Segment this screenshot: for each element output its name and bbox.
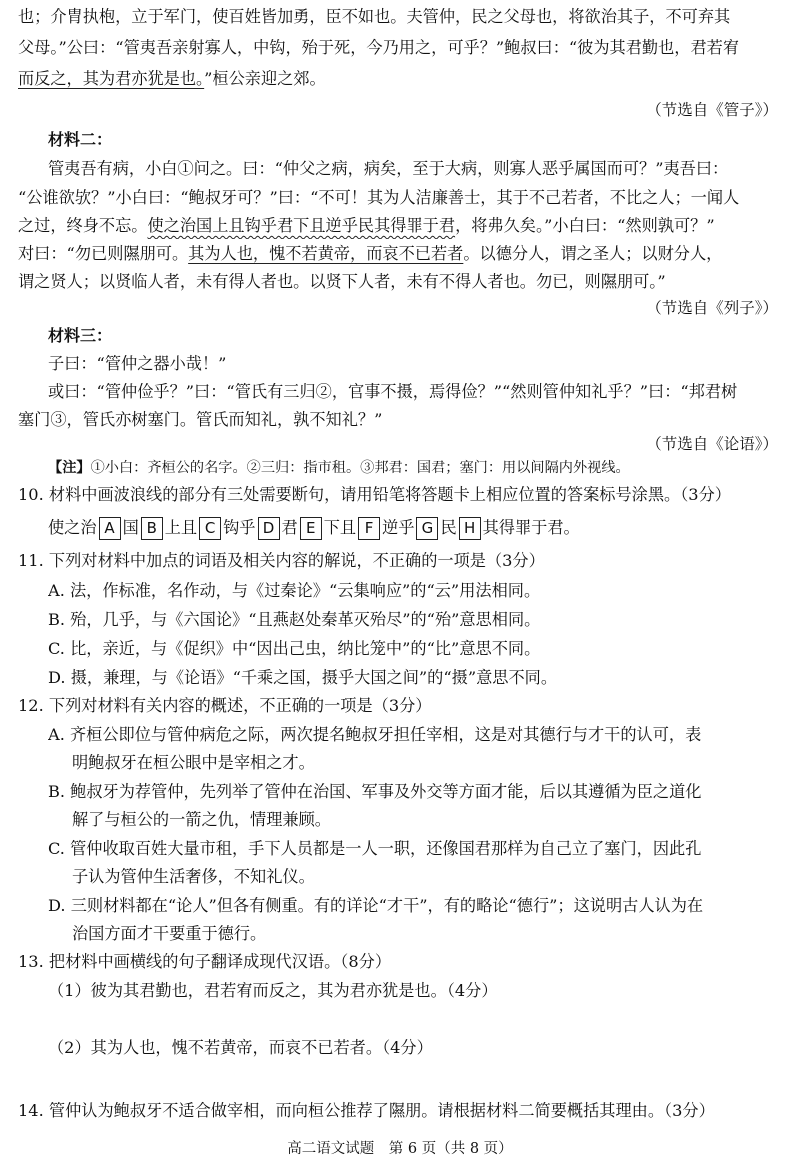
material-2-heading: 材料二： [48, 130, 113, 149]
question-11-option-a[interactable]: A. 法，作标准，名作动，与《过秦论》“云集响应”的“云”用法相同。 [48, 581, 541, 600]
segment-text: 逆乎 [382, 518, 415, 537]
question-12-option-c-cont: 子认为管仲生活奢侈，不知礼仪。 [72, 867, 315, 886]
question-14-stem: 14. 管仲认为鲍叔牙不适合做宰相，而向桓公推荐了隰朋。请根据材料二简要概括其理由。（3分） [18, 1101, 715, 1120]
passage2-line-3-pre: 之过，终身不忘。 [18, 216, 148, 235]
answer-space-13-2[interactable] [48, 1062, 782, 1096]
passage2-line-3 [18, 213, 782, 239]
question-11-stem: 11. 下列对材料中加点的词语及相关内容的解说，不正确的一项是（3分） [18, 551, 545, 570]
segment-text: 其得罪于君。 [482, 518, 580, 537]
answer-space-13-1[interactable] [48, 1004, 782, 1034]
break-option-a[interactable]: A [99, 517, 121, 540]
passage1-line-3 [18, 66, 782, 92]
question-13-stem: 13. 把材料中画横线的句子翻译成现代汉语。（8分） [18, 952, 392, 971]
break-option-e[interactable]: E [300, 517, 322, 540]
question-12-option-d-cont: 治国方面才干要重于德行。 [72, 924, 267, 943]
segment-text: 钩乎 [223, 518, 256, 537]
question-12-option-b[interactable]: B. 鲍叔牙为荐管仲，先列举了管仲在治国、军事及外交等方面才能，后以其遵循为臣之道化 [48, 782, 702, 801]
question-11-option-c[interactable]: C. 比，亲近，与《促织》中“因出己虫，纳比笼中”的“比”意思不同。 [48, 639, 541, 658]
segment-text: 君 [281, 518, 298, 537]
page-footer: 高二语文试题 第 6 页（共 8 页） [287, 1141, 513, 1157]
segment-text: 上且 [164, 518, 198, 537]
question-10-segmentation [48, 513, 782, 543]
passage2-line-2: “公谁欲欤？”小白曰：“鲍叔牙可？”曰：“不可！其为人洁廉善士，其于不己若者，不比之人；一闻人 [18, 188, 740, 207]
material-3-heading: 材料三： [48, 326, 113, 345]
passage2-line-4-post: 。以德分人，谓之圣人；以财分人， [463, 244, 723, 263]
passage2-line-5: 谓之贤人；以贤临人者，未有得人者也。以贤下人者，未有不得人者也。勿已，则隰朋可。” [18, 272, 666, 291]
passage1-line-2: 父母。”公曰：“管夷吾亲射寡人，中钩，殆于死，今乃用之，可乎？”鲍叔曰：“彼为其君勤也，君若宥 [18, 38, 740, 57]
break-option-c[interactable]: C [199, 517, 221, 540]
question-11-option-b[interactable]: B. 殆，几乎，与《六国论》“且燕赵处秦革灭殆尽”的“殆”意思相同。 [48, 610, 541, 629]
break-option-h[interactable]: H [459, 517, 481, 540]
break-option-f[interactable]: F [358, 517, 380, 540]
question-12-option-d[interactable]: D. 三则材料都在“论人”但各有侧重。有的详论“才干”，有的略论“德行”；这说明古人认为在 [48, 896, 704, 915]
question-12-option-a[interactable]: A. 齐桓公即位与管仲病危之际，两次提名鲍叔牙担任宰相，这是对其德行与才干的认可，表 [48, 725, 702, 744]
underlined-sentence-2: 其为人也，愧不若黄帝，而哀不已若者 [188, 244, 464, 263]
segment-text: 下且 [323, 518, 357, 537]
segment-text: 民 [440, 518, 457, 537]
source-guanzi: （节选自《管子》） [646, 101, 778, 119]
note-text: ①小白：齐桓公的名字。②三归：指市租。③邦君：国君；塞门：用以间隔内外视线。 [90, 460, 630, 476]
question-11-option-d[interactable]: D. 摄，兼理，与《论语》“千乘之国，摄乎大国之间”的“摄”意思不同。 [48, 668, 558, 687]
passage1-line-1: 也；介胄执枹，立于军门，使百姓皆加勇，臣不如也。夫管仲，民之父母也，将欲治其子，不可弃其 [18, 7, 731, 26]
source-liezi: （节选自《列子》） [646, 299, 778, 317]
break-option-b[interactable]: B [141, 517, 163, 540]
passage2-line-4-pre: 对曰：“勿已则隰朋可。 [18, 244, 189, 263]
segment-text: 国 [122, 518, 139, 537]
passage3-line-2: 或曰：“管仲俭乎？”曰：“管氏有三归②，官事不摄，焉得俭？”“然则管仲知礼乎？”曰：“邦君树 [48, 382, 738, 401]
question-12-option-a-cont: 明鲍叔牙在桓公眼中是宰相之才。 [72, 753, 315, 772]
passage3-line-3: 塞门③，管氏亦树塞门。管氏而知礼，孰不知礼？” [18, 410, 383, 429]
break-option-d[interactable]: D [258, 517, 280, 540]
passage2-line-1: 管夷吾有病，小白①问之。曰：“仲父之病，病矣，至于大病，则寡人恶乎属国而可？”夷吾曰： [48, 159, 729, 178]
source-lunyu: （节选自《论语》） [646, 435, 778, 453]
question-10-stem: 10. 材料中画波浪线的部分有三处需要断句，请用铅笔将答题卡上相应位置的答案标号涂黑。（3分） [18, 485, 731, 504]
annotation-note [48, 457, 630, 479]
note-label: 【注】 [48, 460, 91, 476]
break-option-g[interactable]: G [416, 517, 438, 540]
question-13-sub-2: （2）其为人也，愧不若黄帝，而哀不已若者。（4分） [48, 1038, 433, 1057]
question-12-option-c[interactable]: C. 管仲收取百姓大量市租，手下人员都是一人一职，还像国君那样为自己立了塞门，因此孔 [48, 839, 702, 858]
passage3-line-1: 子曰：“管仲之器小哉！” [48, 354, 227, 373]
passage2-line-4 [18, 241, 782, 267]
underlined-sentence-1b: 而反之，其为君亦犹是也。 [18, 69, 205, 88]
question-12-stem: 12. 下列对材料有关内容的概述，不正确的一项是（3分） [18, 696, 432, 715]
passage2-line-3-post: ，将弗久矣。”小白曰：“然则孰可？” [455, 216, 715, 235]
segment-text: 使之治 [48, 518, 97, 537]
question-12-option-b-cont: 解了与桓公的一箭之仇，情理兼顾。 [72, 810, 331, 829]
wavy-underlined-sentence: 使之治国上且钩乎君下且逆乎民其得罪于君 [147, 216, 456, 235]
question-13-sub-1: （1）彼为其君勤也，君若宥而反之，其为君亦犹是也。（4分） [48, 981, 498, 1000]
passage1-line-3-rest: ”桓公亲迎之郊。 [204, 69, 326, 88]
